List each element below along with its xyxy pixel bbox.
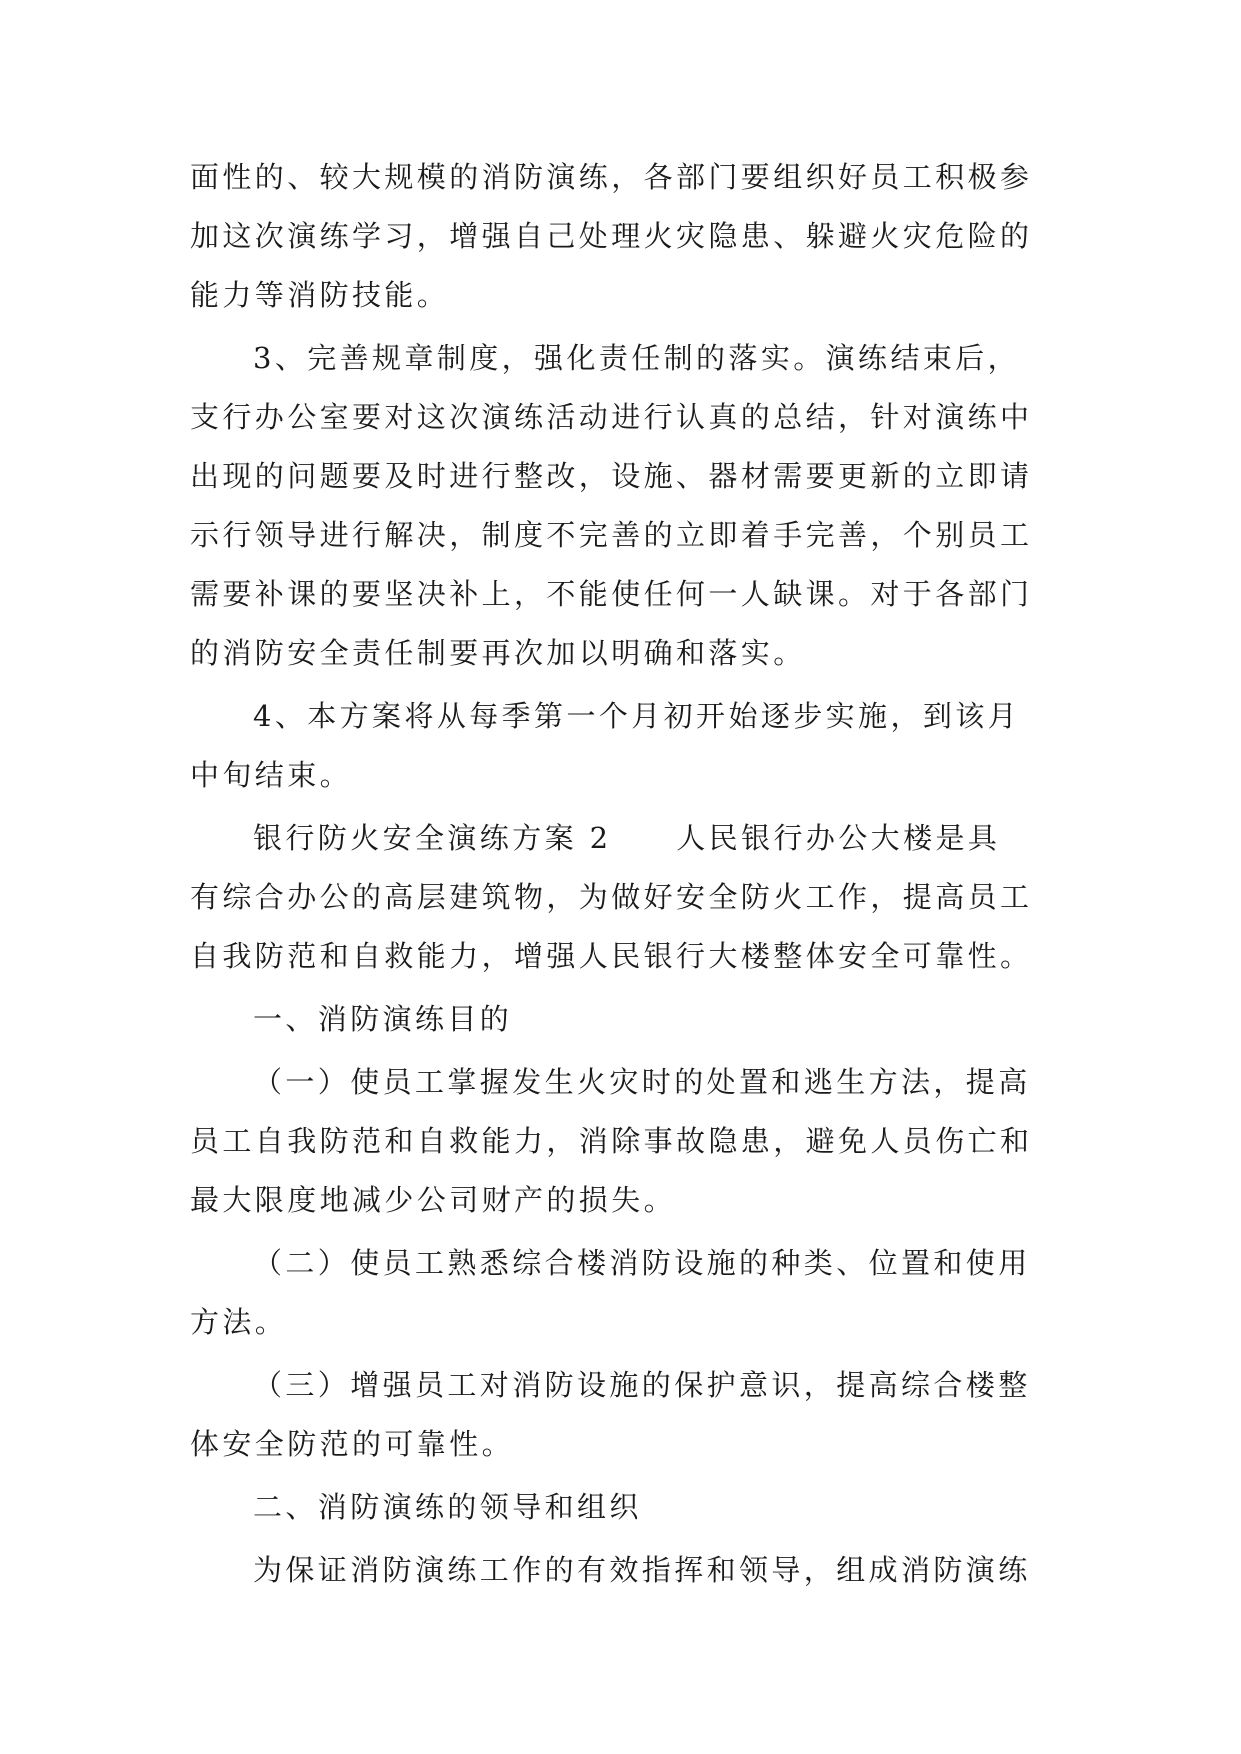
text-line: 支行办公室要对这次演练活动进行认真的总结，针对演练中 [190,400,1033,434]
text-line: （一）使员工掌握发生火灾时的处置和逃生方法，提高 [253,1065,1031,1099]
text-line: 方法。 [190,1305,288,1339]
text-line: 中旬结束。 [190,758,353,792]
text-line: 加这次演练学习，增强自己处理火灾隐患、躲避火灾危险的 [190,219,1033,253]
text-line: 最大限度地减少公司财产的损失。 [190,1183,677,1217]
text-line: （三）增强员工对消防设施的保护意识，提高综合楼整 [253,1368,1031,1402]
text-line: （二）使员工熟悉综合楼消防设施的种类、位置和使用 [253,1246,1031,1280]
text-line: 需要补课的要坚决补上，不能使任何一人缺课。对于各部门 [190,577,1033,611]
text-line: 为保证消防演练工作的有效指挥和领导，组成消防演练 [253,1553,1031,1587]
text-line: 员工自我防范和自救能力，消除事故隐患，避免人员伤亡和 [190,1124,1033,1158]
text-line: 3、完善规章制度，强化责任制的落实。演练结束后， [253,341,1021,375]
text-line: 面性的、较大规模的消防演练，各部门要组织好员工积极参 [190,160,1033,194]
text-line: 自我防范和自救能力，增强人民银行大楼整体安全可靠性。 [190,939,1033,973]
text-line: 的消防安全责任制要再次加以明确和落实。 [190,636,806,670]
section-heading: 一、消防演练目的 [253,1002,513,1036]
text-line: 银行防火安全演练方案 2 人民银行办公大楼是具 [253,821,1001,855]
text-line: 有综合办公的高层建筑物，为做好安全防火工作，提高员工 [190,880,1033,914]
text-line: 出现的问题要及时进行整改，设施、器材需要更新的立即请 [190,459,1033,493]
text-line: 体安全防范的可靠性。 [190,1427,515,1461]
text-line: 示行领导进行解决，制度不完善的立即着手完善，个别员工 [190,518,1033,552]
text-line: 4、本方案将从每季第一个月初开始逐步实施，到该月 [253,699,1021,733]
section-heading: 二、消防演练的领导和组织 [253,1490,642,1524]
text-line: 能力等消防技能。 [190,278,450,312]
